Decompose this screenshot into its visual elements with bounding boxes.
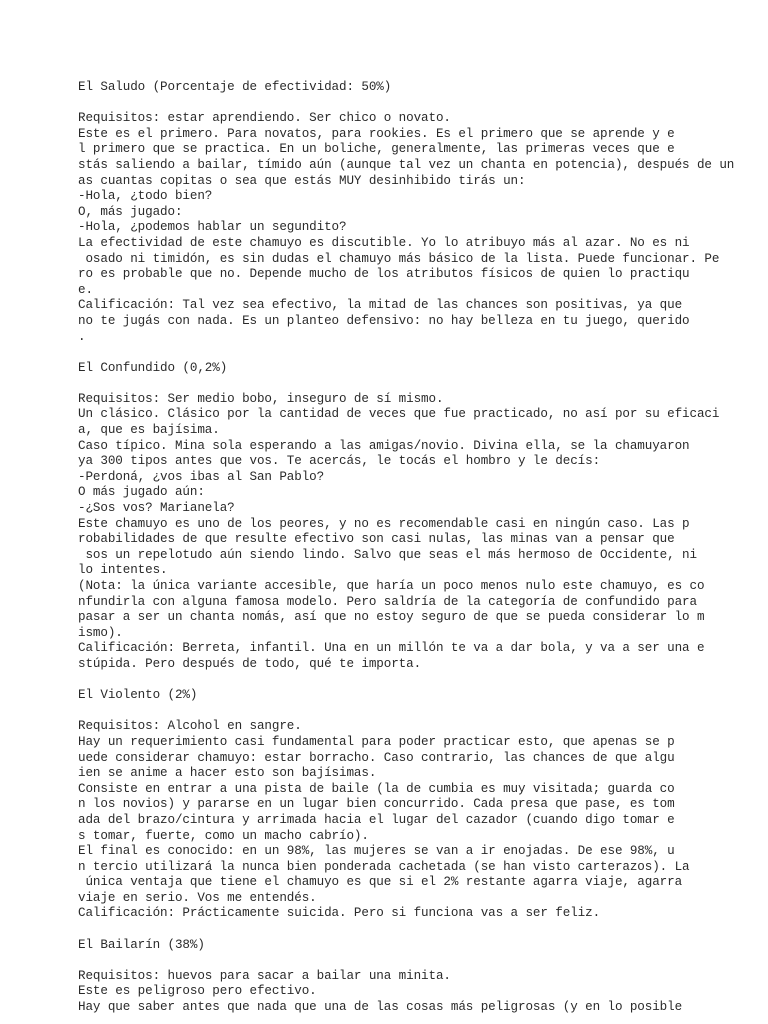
text-line: O, más jugado:	[78, 204, 183, 219]
text-line: Requisitos: estar aprendiendo. Ser chico o novato.	[78, 111, 451, 126]
text-line: uede considerar chamuyo: estar borracho. Caso contrario, las chances de que algu	[78, 750, 675, 765]
text-line: ya 300 tipos antes que vos. Te acercás, le tocás el hombro y le decís:	[78, 454, 601, 469]
text-line: lo intentes.	[78, 563, 168, 578]
text-line	[78, 922, 763, 938]
text-line: nfundirla con alguna famosa modelo. Pero saldría de la categoría de confundido para	[78, 594, 697, 609]
text-line: La efectividad de este chamuyo es discutible. Yo lo atribuyo más al azar. No es ni	[78, 235, 690, 250]
text-line: El Violento (2%)	[78, 688, 198, 703]
text-line: Consiste en entrar a una pista de baile (la de cumbia es muy visitada; guarda co	[78, 781, 675, 796]
text-line: stúpida. Pero después de todo, qué te importa.	[78, 656, 422, 671]
text-line: pasar a ser un chanta nomás, así que no estoy seguro de que se pueda considerar lo m	[78, 610, 705, 625]
text-line: as cuantas copitas o sea que estás MUY desinhibido tirás un:	[78, 173, 526, 188]
text-line: Calificación: Tal vez sea efectivo, la mitad de las chances son positivas, ya que	[78, 298, 683, 313]
text-line	[78, 953, 763, 969]
text-line: .	[78, 329, 86, 344]
text-line	[78, 376, 763, 392]
text-line: Calificación: Prácticamente suicida. Pero si funciona vas a ser feliz.	[78, 906, 601, 921]
text-line: Hay que saber antes que nada que una de las cosas más peligrosas (y en lo posible	[78, 1000, 683, 1015]
text-line: ada del brazo/cintura y arrimada hacia el lugar del cazador (cuando digo tomar e	[78, 812, 675, 827]
text-line: Un clásico. Clásico por la cantidad de veces que fue practicado, no así por su eficaci	[78, 407, 720, 422]
text-line: stás saliendo a bailar, tímido aún (aunque tal vez un chanta en potencia), después de un	[78, 157, 735, 172]
text-line: Este chamuyo es uno de los peores, y no es recomendable casi en ningún caso. Las p	[78, 516, 690, 531]
text-line: -Hola, ¿podemos hablar un segundito?	[78, 220, 347, 235]
text-line: viaje en serio. Vos me entendés.	[78, 890, 317, 905]
text-line: ismo).	[78, 625, 123, 640]
text-line: a, que es bajísima.	[78, 423, 220, 438]
text-line	[78, 704, 763, 720]
text-line: El Confundido (0,2%)	[78, 360, 228, 375]
text-line: sos un repelotudo aún siendo lindo. Salvo que seas el más hermoso de Occidente, ni	[78, 547, 697, 562]
text-line: Este es peligroso pero efectivo.	[78, 984, 317, 999]
text-line: -Hola, ¿todo bien?	[78, 189, 213, 204]
text-line: Caso típico. Mina sola esperando a las amigas/novio. Divina ella, se la chamuyaron	[78, 438, 690, 453]
text-line: única ventaja que tiene el chamuyo es que si el 2% restante agarra viaje, agarra	[78, 875, 683, 890]
document-body	[78, 80, 763, 1016]
text-line: n los novios) y pararse en un lugar bien concurrido. Cada presa que pase, es tom	[78, 797, 675, 812]
text-line: e.	[78, 282, 93, 297]
text-line: Este es el primero. Para novatos, para rookies. Es el primero que se aprende y e	[78, 126, 675, 141]
text-line: O más jugado aún:	[78, 485, 205, 500]
text-line: ien se anime a hacer esto son bajísimas.	[78, 766, 377, 781]
text-line: El Saludo (Porcentaje de efectividad: 50%)	[78, 80, 392, 94]
text-line: -Perdoná, ¿vos ibas al San Pablo?	[78, 469, 325, 484]
text-line: -¿Sos vos? Marianela?	[78, 501, 235, 516]
text-line	[78, 96, 763, 112]
text-line: Requisitos: huevos para sacar a bailar una minita.	[78, 968, 451, 983]
text-line	[78, 345, 763, 361]
text-line: Requisitos: Alcohol en sangre.	[78, 719, 302, 734]
text-line: osado ni timidón, es sin dudas el chamuyo más básico de la lista. Puede funcionar. Pe	[78, 251, 720, 266]
text-line: Hay un requerimiento casi fundamental para poder practicar esto, que apenas se p	[78, 734, 675, 749]
text-line: Calificación: Berreta, infantil. Una en un millón te va a dar bola, y va a ser una e	[78, 641, 705, 656]
text-line: s tomar, fuerte, como un macho cabrío).	[78, 828, 369, 843]
text-line	[78, 673, 763, 689]
text-line: Requisitos: Ser medio bobo, inseguro de sí mismo.	[78, 391, 444, 406]
text-line: n tercio utilizará la nunca bien ponderada cachetada (se han visto carterazos). La	[78, 859, 690, 874]
text-line: no te jugás con nada. Es un planteo defensivo: no hay belleza en tu juego, querido	[78, 313, 690, 328]
text-line: El Bailarín (38%)	[78, 937, 205, 952]
text-line: robabilidades de que resulte efectivo son casi nulas, las minas van a pensar que	[78, 532, 675, 547]
text-line: l primero que se practica. En un boliche, generalmente, las primeras veces que e	[78, 142, 675, 157]
text-line: ro es probable que no. Depende mucho de los atributos físicos de quien lo practiqu	[78, 267, 690, 282]
text-line: El final es conocido: en un 98%, las mujeres se van a ir enojadas. De ese 98%, u	[78, 844, 675, 859]
text-line: (Nota: la única variante accesible, que haría un poco menos nulo este chamuyo, es co	[78, 579, 705, 593]
